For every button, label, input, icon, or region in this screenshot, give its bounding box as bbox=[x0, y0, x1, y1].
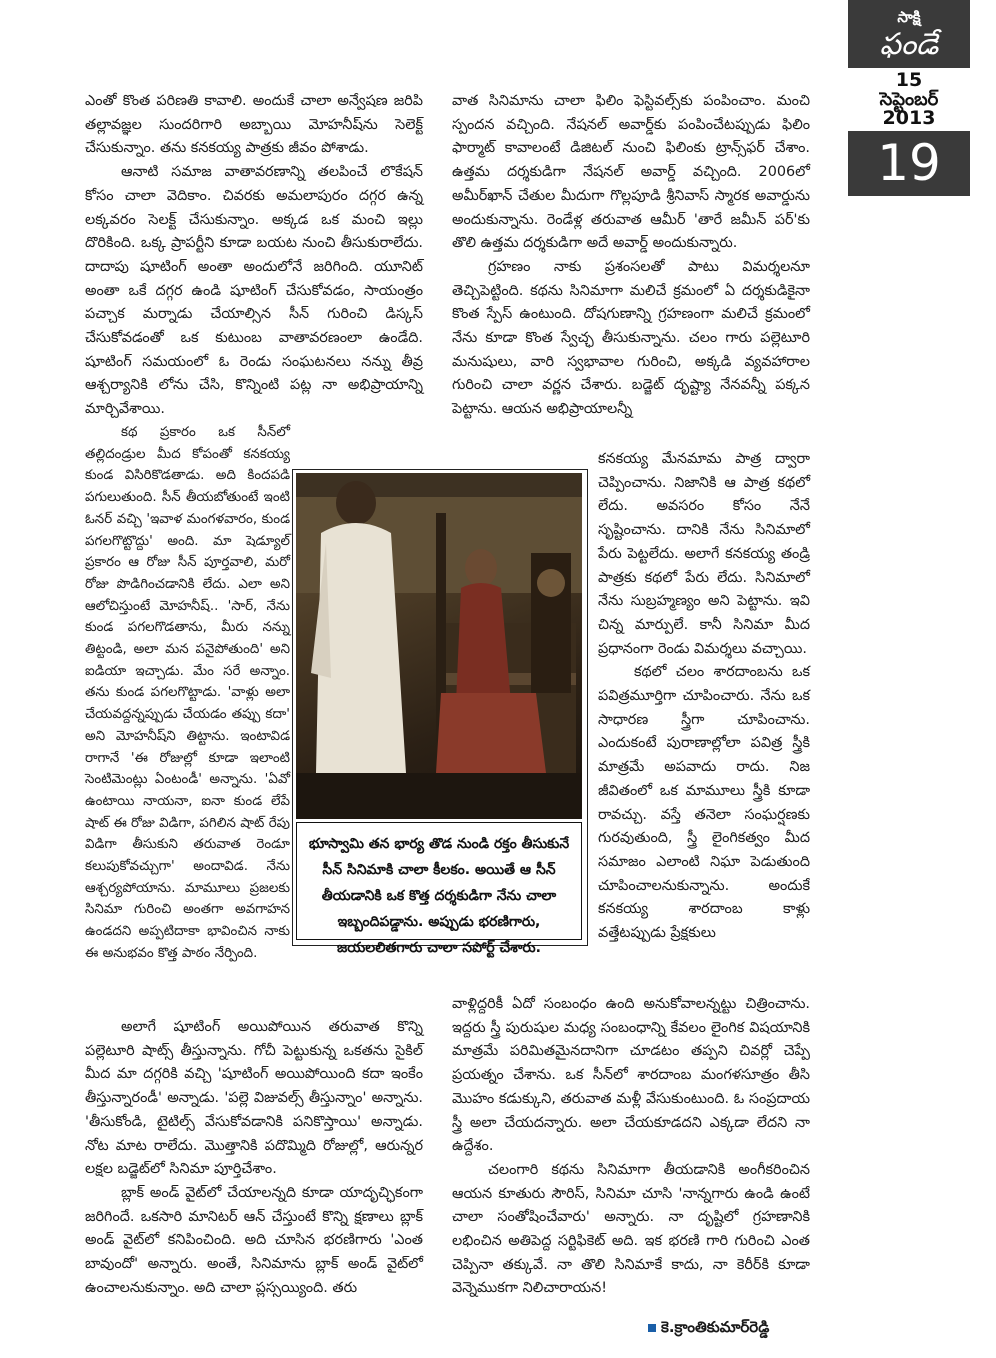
photo-caption: భూస్వామి తన భార్య తొడ నుండి రక్తం తీసుకునే సీన్ సినిమాకి చాలా కీలకం. అయితే ఆ సీన్ తీయడానికి ఒక కొత్త దర్శకుడిగా నేను చాలా ఇబ్బందిపడ్డాను. అప్పుడు భరణిగారు, జయలలితగారు చాలా సపోర్ట్ చేశారు. bbox=[296, 822, 582, 940]
author-name: కె.క్రాంతికుమార్‌రెడ్డి bbox=[661, 1318, 770, 1336]
issue-year: 2013 bbox=[882, 107, 936, 129]
masthead bbox=[848, 0, 970, 196]
page-number: 19 bbox=[877, 134, 941, 192]
issue-date bbox=[848, 66, 970, 133]
paragraph: గ్రహణం నాకు ప్రశంసలతో పాటు విమర్శలనూ తెచ్చిపెట్టింది. కథను సినిమాగా మలిచే క్రమంలో ఏ దర్శకుడికైనా కొంత స్పేస్ ఉంటుంది. దోషగుణాన్ని గ్రహణంగా మలిచే క్రమంలో నేను కూడా కొంత స్వేచ్ఛ తీసుకున్నాను. చలం గారు పల్లెటూరి మనుషులు, వారి స్వభావాల గురించి, అక్కడి వ్యవహారాల గురించి చాలా వర్ణన చేశారు. బడ్జెట్ దృష్ట్యా నేనవన్నీ పక్కన పెట్టాను. ఆయన అభిప్రాయాలన్నీ bbox=[452, 258, 810, 418]
paragraph: వాళ్లిద్దరికీ ఏదో సంబంధం ఉంది అనుకోవాలన్నట్టు చిత్రించాను. ఇద్దరు స్త్రీ పురుషుల మధ్య సంబంధాన్ని కేవలం లైంగిక విషయానికి మాత్రమే పరిమితమైనదానిగా చూడటం తప్పని చివర్లో చెప్పే ప్రయత్నం చేశాను. ఒక సీన్‌లో శారదాంబ మంగళసూత్రం తీసి మొహం కడుక్కుని, తరువాత మళ్లీ వేసుకుంటుంది. ఓ సంప్రదాయ స్త్రీ అలా చేయదన్నారు. అలా చేయకూడదని ఎక్కడా లేదని నా ఉద్దేశం. bbox=[452, 996, 810, 1155]
paragraph: ఎంతో కొంత పరిణతి కావాలి. అందుకే చాలా అన్వేషణ జరిపి తల్లావజ్ఞల సుందరిగారి అబ్బాయి మోహనీష్‌ను సెలెక్ట్ చేసుకున్నాం. తను కనకయ్య పాత్రకు జీవం పోశాడు. bbox=[85, 93, 423, 157]
paragraph: వాత సినిమాను చాలా ఫిలిం ఫెస్టివల్స్‌కు పంపించాం. మంచి స్పందన వచ్చింది. నేషనల్ అవార్డ్‌కు పంపించేటప్పుడు ఫిలిం ఫార్మాట్ కావాలంటే డిజిటల్ నుంచి ఫిలింకు ట్రాన్స్‌ఫర్ చేశాం. ఉత్తమ దర్శకుడిగా నేషనల్ అవార్డ్ వచ్చింది. 2006లో అమీర్‌ఖాన్ చేతుల మీదుగా గొల్లపూడి శ్రీనివాస్ స్మారక అవార్డును అందుకున్నాను. రెండేళ్ల తరువాత ఆమీర్ 'తారే జమీన్ పర్'కు తొలి ఉత్తమ దర్శకుడిగా అదే అవార్డ్ అందుకున్నారు. bbox=[452, 93, 810, 252]
film-still-photo bbox=[296, 473, 582, 819]
left-column-narrow bbox=[85, 422, 290, 965]
byline bbox=[648, 1318, 769, 1340]
photo-frame bbox=[292, 469, 588, 956]
paragraph: కథలో చలం శారదాంబను ఒక పవిత్రమూర్తిగా చూపించారు. నేను ఒక సాధారణ స్త్రీగా చూపించాను. ఎందుకంటే పురాణాల్లోలా పవిత్ర స్త్రీకి మాత్రమే అపవాదు రాదు. నిజ జీవితంలో ఒక మామూలు స్త్రీకి కూడా రావచ్చు. వస్తే తనెలా సంఘర్షణకు గురవుతుంది, స్త్రీ లైంగికత్వం మీద సమాజం ఎలాంటి నిఘా పెడుతుంది చూపించాలనుకున్నాను. అందుకే కనకయ్య శారదాంబ కాళ్లు వత్తేటప్పుడు ప్రేక్షకులు bbox=[598, 664, 810, 942]
brand-logo: సాక్షి bbox=[897, 8, 921, 26]
paragraph: అలాగే షూటింగ్ అయిపోయిన తరువాత కొన్ని పల్లెటూరి షాట్స్ తీస్తున్నాను. గోచీ పెట్టుకున్న ఒకతను సైకిల్ మీద మా దగ్గరికి వచ్చి 'షూటింగ్ అయిపోయింది కదా ఇంకేం తీస్తున్నారండీ' అన్నాడు. 'పల్లె విజువల్స్ తీస్తున్నాం' అన్నాను. 'తీసుకోండి, టైటిల్స్ వేసుకోవడానికి పనికొస్తాయి' అన్నాడు. నోట మాట రాలేదు. మొత్తానికి పదొమ్మిది రోజుల్లో, ఆరున్నర లక్షల బడ్జెట్‌లో సినిమా పూర్తిచేశాం. bbox=[85, 1019, 423, 1178]
paragraph: చలంగారి కథను సినిమాగా తీయడానికి అంగీకరించిన ఆయన కూతురు సౌరిస్, సినిమా చూసి 'నాన్నగారు ఉండి ఉంటే చాలా సంతోషించేవారు' అన్నారు. నా దృష్టిలో గ్రహణానికి లభించిన అతిపెద్ద సర్టిఫికెట్ అది. ఇక భరణి గారి గురించి ఎంత చెప్పినా తక్కువే. నా తొలి సినిమాకే కాదు, నా కెరీర్‌కి కూడా వెన్నెముకగా నిలిచారాయన! bbox=[452, 1161, 810, 1297]
section-title: ఫండే bbox=[879, 27, 939, 62]
paragraph: కనకయ్య మేనమామ పాత్ర ద్వారా చెప్పించాను. నిజానికి ఆ పాత్ర కథలో లేదు. అవసరం కోసం నేనే సృష్టించాను. దానికి నేను సినిమాలో పేరు పెట్టలేదు. అలాగే కనకయ్య తండ్రి పాత్రకు కథలో పేరు లేదు. సినిమాలో నేను సుబ్రహ్మణ్యం అని పెట్టాను. ఇవి చిన్న మార్పులే. కానీ సినిమా మీద ప్రధానంగా రెండు విమర్శలు వచ్చాయి. bbox=[598, 451, 810, 657]
issue-month: సెప్టెంబర్ bbox=[879, 89, 939, 110]
left-column bbox=[85, 90, 423, 422]
right-column-middle bbox=[598, 448, 810, 946]
paragraph: కథ ప్రకారం ఒక సీన్‌లో తల్లిదండ్రుల మీద కోపంతో కనకయ్య కుండ విసిరికొడతాడు. అది కిందపడి పగులుతుంది. సీన్ తీయబోతుంటే ఇంటి ఓనర్ వచ్చి 'ఇవాళ మంగళవారం, కుండ పగలగొట్టొద్దు' అంది. మా షెడ్యూల్ ప్రకారం ఆ రోజు సీన్ పూర్తవాలి, మరో రోజు పొడిగించడానికి లేదు. ఎలా అని ఆలోచిస్తుంటే మోహనీష్.. 'సార్, నేను కుండ పగలగొడతాను, మీరు నన్ను తిట్టండి, అలా మన పనైపోతుంది' అని ఐడియా ఇచ్చాడు. మేం సరే అన్నాం. తను కుండ పగలగొట్టాడు. 'వాళ్లు అలా చేయవద్దన్నప్పుడు చేయడం తప్పు కదా' అని మోహనీష్‌ని తిట్టాను. ఇంటావిడ రాగానే 'ఈ రోజుల్లో కూడా ఇలాంటి సెంటిమెంట్లు ఏంటండీ' అన్నాను. 'ఏవో ఉంటాయి నాయనా, ఐనా కుండ లేపే షాట్ ఈ రోజు విడిగా, పగిలిన షాట్ రేపు విడిగా తీసుకుని తరువాత రెండూ కలుపుకోవచ్చుగా' అందావిడ. నేను ఆశ్చర్యపోయాను. మామూలు ప్రజలకు సినిమా గురించి అంతగా అవగాహన ఉండదని అప్పటిదాకా భావించిన నాకు ఈ అనుభవం కొత్త పాఠం నేర్పింది. bbox=[85, 425, 290, 961]
left-column-bottom bbox=[85, 1016, 423, 1300]
issue-day: 15 bbox=[895, 69, 923, 91]
film-still-illustration bbox=[296, 473, 582, 819]
right-column-top bbox=[452, 90, 810, 422]
paragraph: బ్లాక్ అండ్ వైట్‌లో చేయాలన్నది కూడా యాదృచ్ఛికంగా జరిగిందే. ఒకసారి మానిటర్ ఆన్ చేస్తుంటే కొన్ని క్షణాలు బ్లాక్ అండ్ వైట్‌లో కనిపించింది. అది చూసిన భరణిగారు 'ఎంత బావుందో' అన్నారు. అంతే, సినిమాను బ్లాక్ అండ్ వైట్‌లో ఉంచాలనుకున్నాం. అది చాలా ప్లస్సయ్యింది. తరు bbox=[85, 1184, 423, 1296]
byline-square-icon bbox=[648, 1324, 656, 1332]
paragraph: ఆనాటి సమాజ వాతావరణాన్ని తలపించే లొకేషన్ కోసం చాలా వెదికాం. చివరకు అమలాపురం దగ్గర ఉన్న లక్కవరం సెలక్ట్ చేసుకున్నాం. అక్కడ ఒక మంచి ఇల్లు దొరికింది. ఒక్క ప్రాపర్టీని కూడా బయట నుంచి తీసుకురాలేదు. దాదాపు షూటింగ్ అంతా అందులోనే జరిగింది. యూనిట్ అంతా ఒకే దగ్గర ఉండి షూటింగ్ చేసుకోవడం, సాయంత్రం పచ్చాక మర్నాడు చేయాల్సిన సీన్ గురించి డిస్కస్ చేసుకోవడంతో ఒక కుటుంబ వాతావరణంలా ఉండేది. షూటింగ్ సమయంలో ఓ రెండు సంఘటనలు నన్ను తీవ్ర ఆశ్చర్యానికి లోను చేసి, కొన్నింటి పట్ల నా అభిప్రాయాన్ని మార్చివేశాయి. bbox=[85, 164, 423, 418]
right-column-bottom bbox=[452, 993, 810, 1301]
